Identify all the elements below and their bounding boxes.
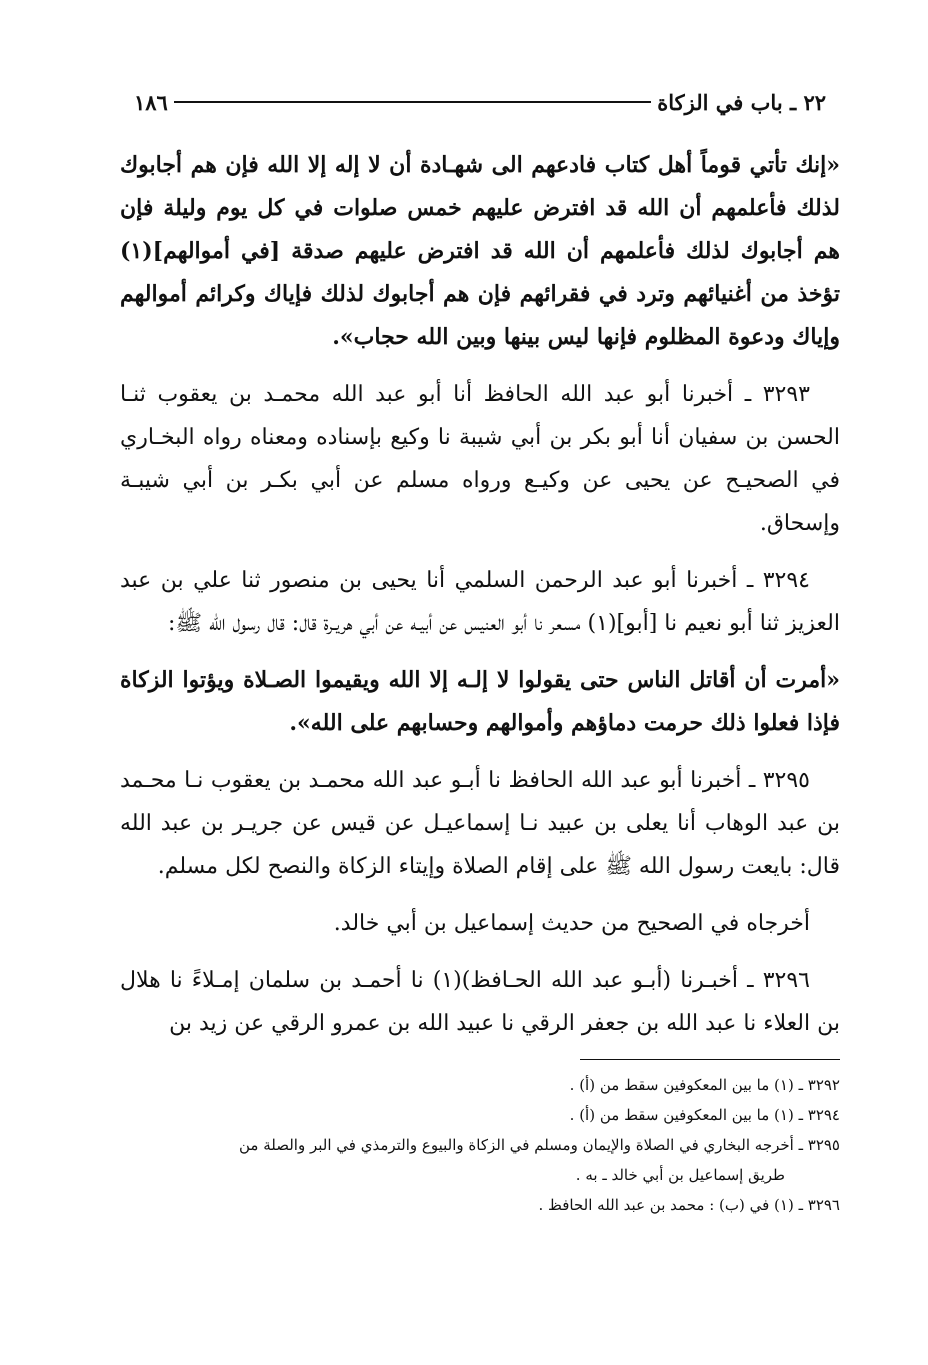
page-header (120, 80, 840, 124)
hadith-quote-paragraph: «إنك تأتي قوماً أهل كتاب فادعهم الى شهـادة أن لا إله إلا الله فإن هم أجابوك لذلك فأعلمهم أن الله قد افترض عليهم خمس صلوات في كل يوم وليلة فإن هم أجابوك لذلك فأعلمهم أن الله قد افترض عليهم صدقة [في أموالهم](١) تؤخذ من أغنيائهم وترد في فقرائهم فإن هم أجابوك لذلك فإياك وكرائم أموالهم وإياك ودعوة المظلوم فإنها ليس بينها وبين الله حجاب». (120, 152, 840, 350)
hadith-3294-paragraph: ٣٢٩٤ ـ أخبرنا أبو عبد الرحمن السلمي أنا يحيى بن منصور ثنا علي بن عبد العزيز ثنا أبو نعيم نا [أبو](١) مسعر نا أبو العنيس عن أبيـه عن أبي هريـرة قال: قال رسول الله ﷺ: (120, 568, 840, 636)
hadith-3296-paragraph: ٣٢٩٦ ـ أخبـرنا (أبـو عبد الله الحـافظ)(١) نا أحمـد بن سلمان إمـلاءً نا هلال بن العلاء نا عبد الله بن جعفر الرقي نا عبيد الله بن عمرو الرقي عن زيد بن (120, 968, 840, 1036)
page-number: ١٨٦ (134, 89, 168, 115)
chapter-title: ٢٢ ـ باب في الزكاة (657, 89, 826, 115)
takhrij-paragraph: أخرجاه في الصحيح من حديث إسماعيل بن أبي خالد. (333, 911, 810, 936)
hadith-quote-paragraph: «أمرت أن أقاتل الناس حتى يقولوا لا إلـه إلا الله ويقيموا الصـلاة ويؤتوا الزكاة فإذا فعلوا ذلك حرمت دماؤهم وأموالهم وحسابهم على الله». (120, 667, 840, 736)
footnote-item: ٣٢٩٢ ـ (١) ما بين المعكوفين سقط من (أ) . (569, 1076, 840, 1094)
footnote-item: ٣٢٩٤ ـ (١) ما بين المعكوفين سقط من (أ) . (569, 1106, 840, 1124)
main-text (120, 144, 840, 1045)
hadith-3295-paragraph: ٣٢٩٥ ـ أخبرنا أبو عبد الله الحافظ نا أبـو عبد الله محمـد بن يعقوب نـا محـمد بن عبد الوهاب أنا يعلى بن عبيد نـا إسماعيـل عن قيس عن جريـر بن عبد الله قال: بايعت رسول الله ﷺ على إقام الصلاة وإيتاء الزكاة والنصح لكل مسلم. (120, 768, 840, 879)
header-rule (174, 101, 651, 103)
book-page (120, 80, 840, 1220)
hadith-3293-paragraph: ٣٢٩٣ ـ أخبرنا أبو عبد الله الحافظ أنا أبو عبد الله محمـد بن يعقوب ثنـا الحسن بن سفيان أنا أبو بكر بن أبي شيبة نا وكيع بإسناده ومعناه رواه البخـاري في الصحيـح عن يحيى عن وكيـع ورواه مسلم عن أبي بكـر بن أبي شيبـة وإسحاق. (120, 382, 841, 536)
footnote-separator (580, 1059, 840, 1060)
footnotes (120, 1070, 840, 1220)
footnote-item: ٣٢٩٦ ـ (١) في (ب) : محمد بن عبد الله الحافظ . (538, 1196, 840, 1214)
footnote-item: ٣٢٩٥ ـ أخرجه البخاري في الصلاة والإيمان ومسلم في الزكاة والبيوع والترمذي في البر والصلة من (238, 1136, 840, 1154)
footnote-item-continuation: طريق إسماعيل بن أبي خالد ـ به . (575, 1166, 785, 1184)
